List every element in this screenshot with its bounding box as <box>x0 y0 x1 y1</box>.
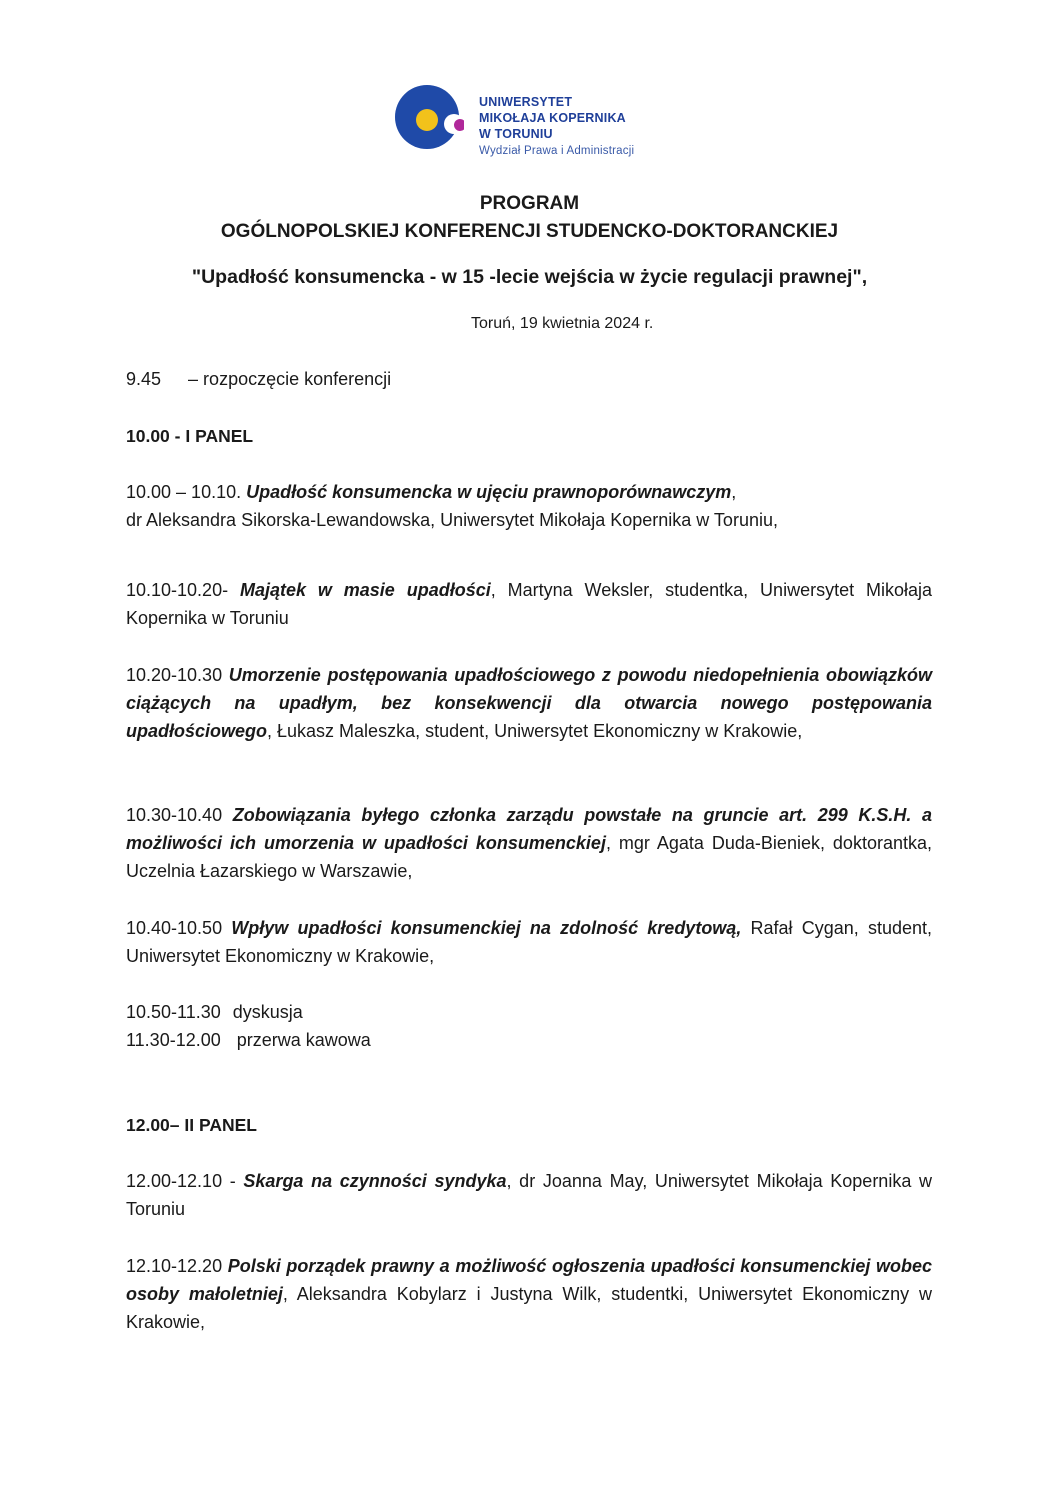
talk-title: Polski porządek prawny a możliwość ogłoszenia upadłości konsumenckiej wobec osoby małoletniej <box>126 1256 932 1304</box>
talk-time: 10.10-10.20- <box>126 580 240 600</box>
talk-speaker: dr Aleksandra Sikorska-Lewandowska, Uniwersytet Mikołaja Kopernika w Toruniu, <box>126 510 778 530</box>
program-heading: PROGRAM <box>479 193 580 214</box>
conference-theme: "Upadłość konsumencka - w 15 -lecie wejścia w życie regulacji prawnej", <box>191 266 868 288</box>
talk-speaker: , dr Joanna May, Uniwersytet Mikołaja Kopernika w Toruniu <box>126 1171 932 1219</box>
opening-row <box>126 365 391 393</box>
opening-time: 9.45 <box>126 369 162 389</box>
talk-speaker: Rafał Cygan, student, Uniwersytet Ekonomiczny w Krakowie, <box>126 918 932 966</box>
break-coffee <box>126 1026 371 1054</box>
university-logo-mark-icon <box>394 84 464 154</box>
talk-title: Umorzenie postępowania upadłościowego z powodu niedopełnienia obowiązków ciążących na upadłym, bez konsekwencji dla otwarcia nowego postępowania upadłościowego <box>126 665 932 741</box>
break-label: dyskusja <box>232 1002 303 1022</box>
talk-time: 12.00-12.10 - <box>126 1171 244 1191</box>
break-time: 10.50-11.30 <box>126 1002 221 1022</box>
logo-line-2: MIKOŁAJA KOPERNIKA <box>479 111 626 125</box>
talk-title: Majątek w masie upadłości <box>239 580 491 600</box>
university-logo <box>394 84 664 166</box>
talk-title: Wpływ upadłości konsumenckiej na zdolność kredytową, <box>231 918 742 938</box>
break-discussion <box>126 998 303 1026</box>
talk-4 <box>126 801 932 885</box>
talk-time: 10.00 – 10.10. <box>126 482 247 502</box>
talk-7 <box>126 1252 932 1336</box>
university-logo-text <box>479 94 634 159</box>
talk-speaker: , mgr Agata Duda-Bieniek, doktorantka, Uczelnia Łazarskiego w Warszawie, <box>126 833 932 881</box>
talk-title: Zobowiązania byłego członka zarządu powstałe na gruncie art. 299 K.S.H. a możliwości ich umorzenia w upadłości konsumenckiej <box>126 805 932 853</box>
break-label: przerwa kawowa <box>236 1030 371 1050</box>
talk-punct: , <box>731 482 737 502</box>
talk-speaker: , Martyna Weksler, studentka, Uniwersytet Mikołaja Kopernika w Toruniu <box>126 580 932 628</box>
talk-time: 10.40-10.50 <box>126 918 232 938</box>
talk-2 <box>126 576 932 632</box>
talk-speaker: , Łukasz Maleszka, student, Uniwersytet Ekonomiczny w Krakowie, <box>267 721 803 741</box>
talk-time: 12.10-12.20 <box>126 1256 228 1276</box>
talk-3 <box>126 661 932 745</box>
talk-speaker: , Aleksandra Kobylarz i Justyna Wilk, studentki, Uniwersytet Ekonomiczny w Krakowie, <box>126 1284 932 1332</box>
talk-5 <box>126 914 932 970</box>
logo-line-3: W TORUNIU <box>479 127 553 141</box>
talk-time: 10.20-10.30 <box>126 665 229 685</box>
conference-heading: OGÓLNOPOLSKIEJ KONFERENCJI STUDENCKO-DOKTORANCKIEJ <box>220 221 839 242</box>
talk-6 <box>126 1167 932 1223</box>
logo-line-1: UNIWERSYTET <box>479 95 573 109</box>
break-time: 11.30-12.00 <box>126 1030 221 1050</box>
talk-1 <box>126 478 932 534</box>
panel-2-heading: 12.00– II PANEL <box>126 1115 257 1135</box>
panel-1-heading: 10.00 - I PANEL <box>126 426 254 446</box>
opening-label: – rozpoczęcie konferencji <box>188 369 392 389</box>
place-and-date: Toruń, 19 kwietnia 2024 r. <box>471 315 654 332</box>
talk-title: Upadłość konsumencka w ujęciu prawnoporównawczym <box>246 482 732 502</box>
talk-time: 10.30-10.40 <box>126 805 233 825</box>
logo-faculty: Wydział Prawa i Administracji <box>479 145 635 157</box>
talk-title: Skarga na czynności syndyka <box>243 1171 507 1191</box>
